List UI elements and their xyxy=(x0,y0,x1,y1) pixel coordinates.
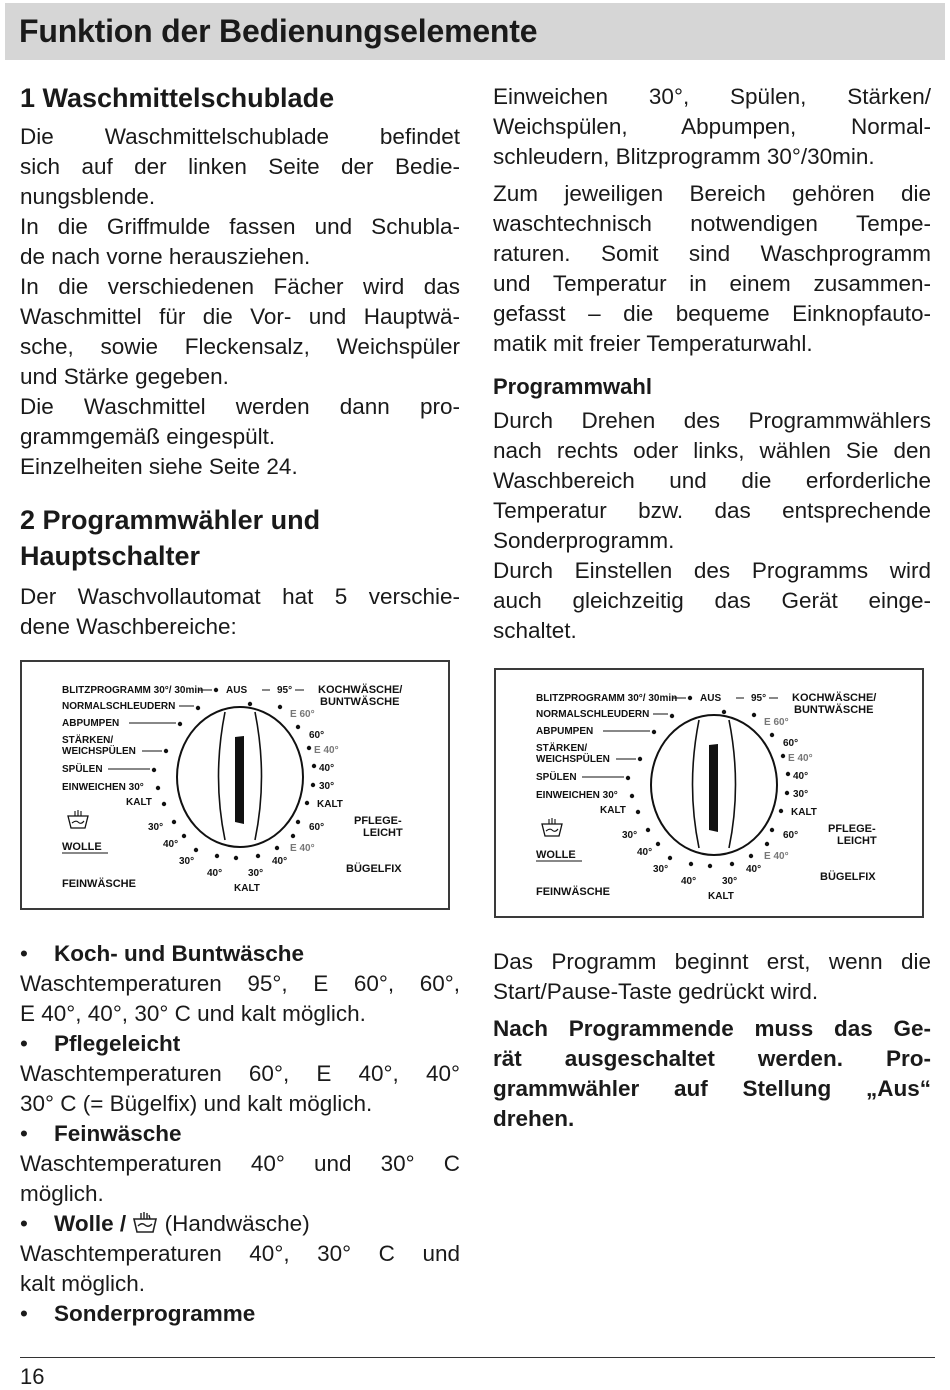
bullet-label-suffix: (Handwäsche) xyxy=(164,1211,310,1236)
program-dial-panel-2 xyxy=(494,668,924,918)
text-line: schleudern, Blitzprogramm 30°/30min. xyxy=(493,144,875,169)
dial-label-kalt: KALT xyxy=(791,807,817,818)
text-line: Zum jeweiligen Bereich gehören die xyxy=(493,181,931,206)
text-line: kalt möglich. xyxy=(20,1271,146,1296)
dial-label-40: 40° xyxy=(319,763,335,774)
dial-position-dot xyxy=(652,730,656,734)
dial-position-dot xyxy=(668,856,672,860)
dial-position-dot xyxy=(630,794,634,798)
text-line: möglich. xyxy=(20,1181,104,1206)
dial-label-e40: E 40° xyxy=(788,753,813,764)
dial-label-aus: AUS xyxy=(226,685,248,696)
footer-divider xyxy=(20,1357,935,1358)
dial-label-pflege: PFLEGE- xyxy=(354,815,402,827)
section1-para1 xyxy=(20,122,460,482)
dial-label-spuelen: SPÜLEN xyxy=(536,772,577,783)
dial-position-dot xyxy=(234,856,238,860)
dial-label-e40: E 40° xyxy=(314,745,339,756)
dial-label-60: 60° xyxy=(309,730,325,741)
page-number: 16 xyxy=(20,1364,45,1389)
bullet-label: Sonderprogramme xyxy=(54,1301,256,1326)
text-line: de nach vorne herausziehen. xyxy=(20,244,311,269)
text-line: Waschbereich und die erforderliche xyxy=(493,468,931,493)
dial-label-kochwaesche: KOCHWÄSCHE/ xyxy=(792,692,877,704)
dial-label-95: 95° xyxy=(751,693,767,704)
list-item xyxy=(20,1299,460,1329)
text-line: Nach Programmende muss das Ge- xyxy=(493,1016,931,1041)
section2-heading-line2: Hauptschalter xyxy=(20,541,201,571)
dial-position-dot xyxy=(689,862,693,866)
dial-label-blitzprogramm: BLITZPROGRAMM 30°/ 30min xyxy=(536,693,678,704)
dial-label-staerken: STÄRKEN/ xyxy=(62,735,114,746)
dial-label-60: 60° xyxy=(783,738,799,749)
dial-label-95: 95° xyxy=(277,685,293,696)
dial-position-dot xyxy=(296,725,300,729)
dial-position-dot xyxy=(248,702,252,706)
dial-label-weichspuelen: WEICHSPÜLEN xyxy=(62,746,136,757)
dial-position-dot xyxy=(214,688,218,692)
dial-label-e40: E 40° xyxy=(764,851,789,862)
dial-label-blitzprogramm: BLITZPROGRAMM 30°/ 30min xyxy=(62,685,204,696)
text-line: sich auf der linken Seite der Bedie- xyxy=(20,154,460,179)
dial-label-40: 40° xyxy=(637,847,653,858)
handwash-icon xyxy=(132,1210,158,1236)
text-line: 30° C (= Bügelfix) und kalt möglich. xyxy=(20,1091,373,1116)
text-line: nungsblende. xyxy=(20,184,156,209)
dial-label-buegelfix: BÜGELFIX xyxy=(820,871,876,883)
dial-position-dot xyxy=(307,746,311,750)
dial-label-leicht: LEICHT xyxy=(363,827,403,839)
dial-position-dot xyxy=(765,842,769,846)
text-line: Die Waschmittel werden dann pro- xyxy=(20,394,460,419)
temperature-bullet-list xyxy=(20,939,460,1329)
dial-label-40: 40° xyxy=(681,876,697,887)
dial-label-normalschleudern: NORMALSCHLEUDERN xyxy=(536,709,650,720)
dial-label-weichspuelen: WEICHSPÜLEN xyxy=(536,754,610,765)
dial-label-kalt: KALT xyxy=(126,797,152,808)
text-line: Weichspülen, Abpumpen, Normal- xyxy=(493,114,931,139)
text-line: Durch Drehen des Programmwählers xyxy=(493,408,931,433)
dial-label-kalt: KALT xyxy=(317,799,343,810)
dial-label-60: 60° xyxy=(309,822,325,833)
dial-position-dot xyxy=(626,776,630,780)
dial-position-dot xyxy=(152,768,156,772)
bullet-label: Feinwäsche xyxy=(54,1121,182,1146)
text-line: Waschtemperaturen 40° und 30° C xyxy=(20,1151,460,1176)
dial-label-kalt: KALT xyxy=(234,883,260,894)
list-item xyxy=(20,1119,460,1209)
dial-position-dot xyxy=(786,772,790,776)
dial-label-buntwaesche: BUNTWÄSCHE xyxy=(320,696,400,708)
handwash-icon xyxy=(68,810,88,828)
dial-label-40: 40° xyxy=(207,868,223,879)
dial-position-dot xyxy=(291,834,295,838)
dial-label-e60: E 60° xyxy=(290,709,315,720)
text-line: In die Griffmulde fassen und Schubla- xyxy=(20,214,460,239)
dial-label-kalt: KALT xyxy=(708,891,734,902)
page-header xyxy=(5,3,945,60)
text-line: schaltet. xyxy=(493,618,577,643)
dial-label-feinwaesche: FEINWÄSCHE xyxy=(62,878,136,890)
dial-label-aus: AUS xyxy=(700,693,722,704)
dial-label-30: 30° xyxy=(319,781,335,792)
bullet-symbol: • xyxy=(20,1211,28,1236)
text-line: Start/Pause-Taste gedrückt wird. xyxy=(493,979,819,1004)
dial-position-dot xyxy=(172,820,176,824)
dial-position-dot xyxy=(670,714,674,718)
text-line: nach rechts oder links, wählen Sie den xyxy=(493,438,931,463)
dial-position-dot xyxy=(656,842,660,846)
text-line: Temperatur bzw. das entsprechende xyxy=(493,498,931,523)
text-line: Sonderprogramm. xyxy=(493,528,675,553)
dial-position-dot xyxy=(730,862,734,866)
dial-position-dot xyxy=(779,809,783,813)
text-line: gefasst – die bequeme Einknopfauto- xyxy=(493,301,931,326)
dial-label-30: 30° xyxy=(793,789,809,800)
dial-label-spuelen: SPÜLEN xyxy=(62,764,103,775)
dial-label-normalschleudern: NORMALSCHLEUDERN xyxy=(62,701,176,712)
dial-pointer xyxy=(235,736,244,824)
text-line: auch gleichzeitig das Gerät einge- xyxy=(493,588,931,613)
bullet-symbol: • xyxy=(20,1121,28,1146)
text-line: Waschtemperaturen 40°, 30° C und xyxy=(20,1241,460,1266)
dial-position-dot xyxy=(296,820,300,824)
dial-label-abpumpen: ABPUMPEN xyxy=(536,726,594,737)
text-line: Einzelheiten siehe Seite 24. xyxy=(20,454,298,479)
dial-label-kalt: KALT xyxy=(600,805,626,816)
dial-pointer xyxy=(709,744,718,832)
dial-position-dot xyxy=(305,801,309,805)
dial-label-30: 30° xyxy=(622,830,638,841)
text-line: waschtechnisch notwendigen Tempe- xyxy=(493,211,931,236)
dial-position-dot xyxy=(311,783,315,787)
text-line: grammwähler auf Stellung „Aus“ xyxy=(493,1076,931,1101)
dial-label-leicht: LEICHT xyxy=(837,835,877,847)
bullet-label: Pflegeleicht xyxy=(54,1031,181,1056)
dial-position-dot xyxy=(275,846,279,850)
text-line: Durch Einstellen des Programms wird xyxy=(493,558,931,583)
text-line: Einweichen 30°, Spülen, Stärken/ xyxy=(493,84,931,109)
list-item xyxy=(20,1209,460,1299)
dial-label-40: 40° xyxy=(163,839,179,850)
dial-position-dot xyxy=(215,854,219,858)
dial-position-dot xyxy=(194,848,198,852)
dial-label-e40: E 40° xyxy=(290,843,315,854)
text-line: sche, sowie Fleckensalz, Weichspüler xyxy=(20,334,460,359)
program-start-notes xyxy=(493,947,931,1134)
dial-position-dot xyxy=(722,710,726,714)
dial-position-dot xyxy=(156,786,160,790)
dial-label-e60: E 60° xyxy=(764,717,789,728)
dial-position-dot xyxy=(752,713,756,717)
text-line: Die Waschmittelschublade befindet xyxy=(20,124,460,149)
dial-position-dot xyxy=(770,828,774,832)
text-line: Der Waschvollautomat hat 5 verschie- xyxy=(20,584,460,609)
dial-label-pflege: PFLEGE- xyxy=(828,823,876,835)
section-waschmittelschublade xyxy=(20,80,460,642)
bullet-symbol: • xyxy=(20,941,28,966)
dial-label-60: 60° xyxy=(783,830,799,841)
text-line: raturen. Somit sind Waschprogramm xyxy=(493,241,931,266)
dial-label-feinwaesche: FEINWÄSCHE xyxy=(536,886,610,898)
text-line: rät ausgeschaltet werden. Pro- xyxy=(493,1046,931,1071)
program-dial-illustration xyxy=(496,670,926,920)
dial-label-30: 30° xyxy=(148,822,164,833)
text-line: In die verschiedenen Fächer wird das xyxy=(20,274,460,299)
dial-label-buntwaesche: BUNTWÄSCHE xyxy=(794,704,874,716)
dial-position-dot xyxy=(162,802,166,806)
dial-label-kochwaesche: KOCHWÄSCHE/ xyxy=(318,684,403,696)
text-line: matik mit freier Temperaturwahl. xyxy=(493,331,813,356)
subheading-programmwahl: Programmwahl xyxy=(493,374,652,399)
text-line: und Temperatur in einem zusammen- xyxy=(493,271,931,296)
dial-position-dot xyxy=(781,754,785,758)
dial-position-dot xyxy=(196,706,200,710)
dial-label-buegelfix: BÜGELFIX xyxy=(346,863,402,875)
dial-label-einweichen: EINWEICHEN 30° xyxy=(62,782,144,793)
dial-position-dot xyxy=(182,834,186,838)
program-dial-panel-1 xyxy=(20,660,450,910)
dial-label-30: 30° xyxy=(722,876,738,887)
dial-label-abpumpen: ABPUMPEN xyxy=(62,718,120,729)
section2 xyxy=(20,502,460,642)
text-line: Waschmittel für die Vor- und Hauptwä- xyxy=(20,304,460,329)
dial-label-40: 40° xyxy=(272,856,288,867)
dial-label-einweichen: EINWEICHEN 30° xyxy=(536,790,618,801)
dial-label-staerken: STÄRKEN/ xyxy=(536,743,588,754)
bullet-symbol: • xyxy=(20,1031,28,1056)
text-line: grammgemäß eingespült. xyxy=(20,424,276,449)
bullet-label: Koch- und Buntwäsche xyxy=(54,941,305,966)
dial-position-dot xyxy=(638,757,642,761)
section2-heading: 2 Programmwähler und xyxy=(20,505,321,535)
dial-position-dot xyxy=(785,791,789,795)
dial-position-dot xyxy=(164,749,168,753)
text-line: und Stärke gegeben. xyxy=(20,364,229,389)
bullet-label: Wolle / xyxy=(54,1211,127,1236)
dial-position-dot xyxy=(646,828,650,832)
dial-position-dot xyxy=(312,764,316,768)
dial-position-dot xyxy=(749,854,753,858)
section-waschbereiche xyxy=(493,82,931,646)
text-line: Waschtemperaturen 60°, E 40°, 40° xyxy=(20,1061,460,1086)
text-line: drehen. xyxy=(493,1106,575,1131)
dial-position-dot xyxy=(636,810,640,814)
dial-label-30: 30° xyxy=(179,856,195,867)
text-line: dene Waschbereiche: xyxy=(20,614,237,639)
text-line: Das Programm beginnt erst, wenn die xyxy=(493,949,931,974)
dial-label-wolle: WOLLE xyxy=(536,849,576,861)
list-item xyxy=(20,1029,460,1119)
dial-position-dot xyxy=(178,722,182,726)
bullet-symbol: • xyxy=(20,1301,28,1326)
dial-position-dot xyxy=(770,733,774,737)
text-line: E 40°, 40°, 30° C und kalt möglich. xyxy=(20,1001,366,1026)
page-title: Funktion der Bedienungselemente xyxy=(19,13,538,49)
text-line: Waschtemperaturen 95°, E 60°, 60°, xyxy=(20,971,460,996)
handwash-icon xyxy=(542,818,562,836)
dial-label-40: 40° xyxy=(793,771,809,782)
dial-position-dot xyxy=(256,854,260,858)
dial-position-dot xyxy=(688,696,692,700)
dial-label-wolle: WOLLE xyxy=(62,841,102,853)
list-item xyxy=(20,939,460,1029)
program-dial-illustration xyxy=(22,662,452,912)
dial-label-40: 40° xyxy=(746,864,762,875)
dial-label-30: 30° xyxy=(248,868,264,879)
dial-position-dot xyxy=(278,705,282,709)
dial-position-dot xyxy=(708,864,712,868)
dial-label-30: 30° xyxy=(653,864,669,875)
section1-heading: 1 Waschmittelschublade xyxy=(20,83,335,113)
